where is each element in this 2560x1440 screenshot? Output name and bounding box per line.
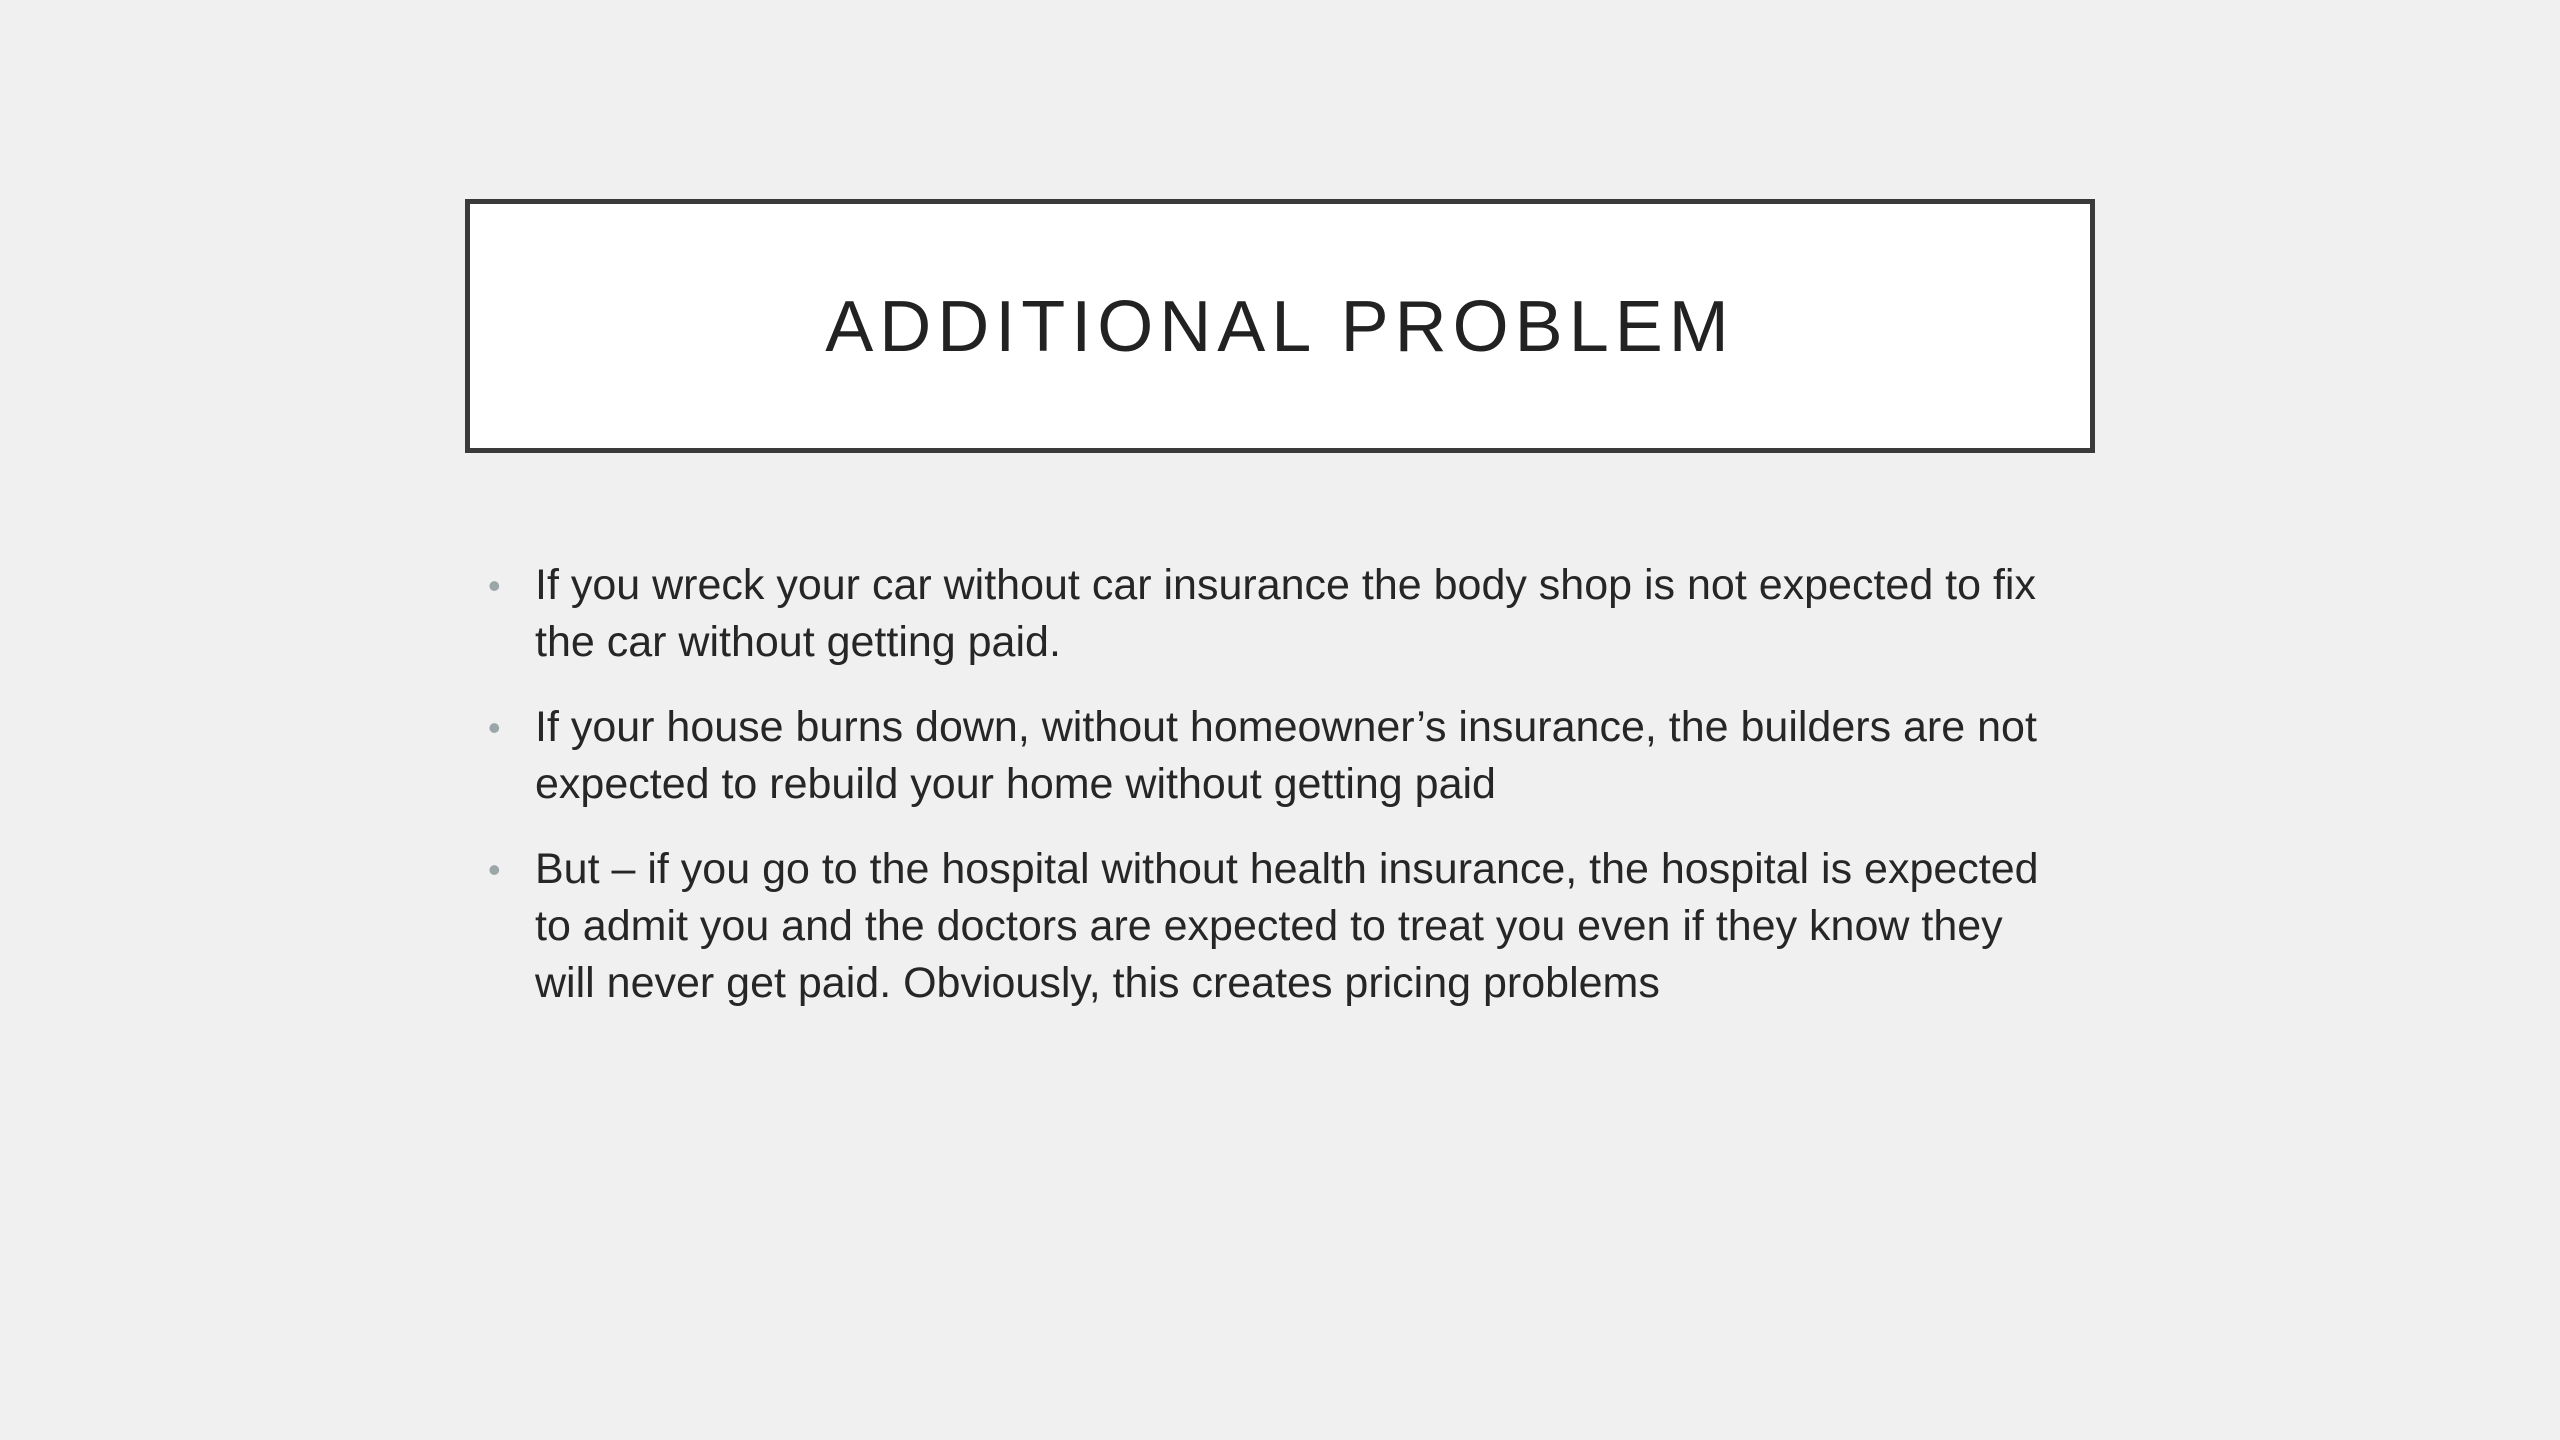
bullet-text: But – if you go to the hospital without health insurance, the hospital is expected to admit you and the doctors are expected to treat you even if they know they will never get paid. Obviously, this creates pricing problems (535, 845, 2039, 1007)
bullet-item (480, 699, 2070, 813)
bullet-dot-icon: • (488, 707, 501, 748)
bullet-list (480, 557, 2070, 1040)
bullet-text: If your house burns down, without homeowner’s insurance, the builders are not expected to rebuild your home without getting paid (535, 703, 2037, 808)
title-box (465, 199, 2095, 453)
slide-title: ADDITIONAL PROBLEM (825, 287, 1735, 367)
bullet-dot-icon: • (488, 849, 501, 890)
bullet-item (480, 841, 2070, 1012)
bullet-dot-icon: • (488, 565, 501, 606)
bullet-item (480, 557, 2070, 671)
bullet-text: If you wreck your car without car insurance the body shop is not expected to fix the car without getting paid. (535, 561, 2036, 666)
